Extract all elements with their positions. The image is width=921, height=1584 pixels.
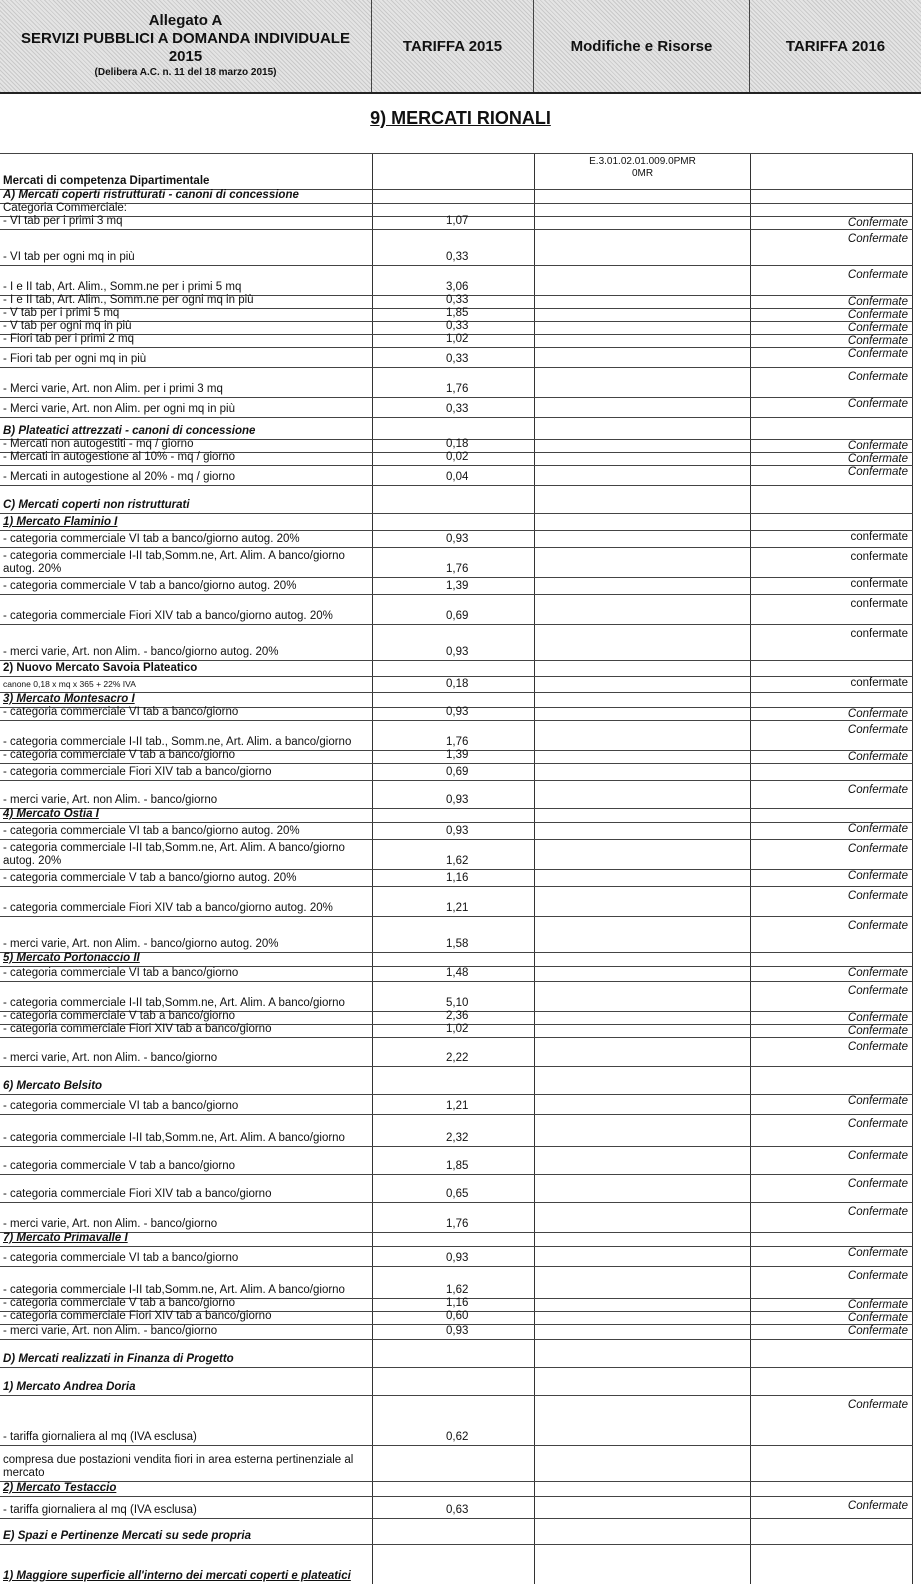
row-description: - Mercati in autogestione al 10% - mq / giorno <box>3 451 236 463</box>
row-description: - I e II tab, Art. Alim., Somm.ne per ogni mq in più <box>3 294 254 306</box>
row-description: - categoria commerciale Fiori XIV tab a banco/giorno <box>3 1023 272 1035</box>
row-description: - categoria commerciale VI tab a banco/giorno <box>3 1252 239 1264</box>
row-description: - categoria commerciale Fiori XIV tab a banco/giorno <box>3 1188 272 1200</box>
tariff-2016-note: Confermate <box>847 1312 908 1324</box>
tariff-2015-value: 1,02 <box>446 333 469 345</box>
tariff-2015-value: 0,04 <box>446 471 469 483</box>
row-description: - merci varie, Art. non Alim. - banco/giorno autog. 20% <box>3 938 279 950</box>
tariff-2015-value: 0,60 <box>446 1310 469 1322</box>
tariff-2016-note: Confermate <box>847 1150 908 1162</box>
table-row <box>0 229 913 265</box>
tariff-2016-note: Confermate <box>847 466 908 478</box>
table-row <box>0 763 913 780</box>
row-description: D) Mercati realizzati in Finanza di Progetto <box>3 1353 234 1365</box>
tariff-2015-value: 0,93 <box>446 794 469 806</box>
table-row <box>0 1174 913 1202</box>
row-description: - Mercati non autogestiti - mq / giorno <box>3 438 194 450</box>
tariff-2015-value: 1,16 <box>446 872 469 884</box>
table-row <box>0 624 913 660</box>
tariff-2015-value: 0,02 <box>446 451 469 463</box>
tariff-2016-note: confermate <box>850 578 908 590</box>
row-description: - categoria commerciale I-II tab., Somm.ne, Art. Alim. a banco/giorno <box>3 736 352 748</box>
column-header-modifiche: Modifiche e Risorse <box>534 0 750 92</box>
tariff-2015-value: 0,65 <box>446 1188 469 1200</box>
tariff-2016-note: confermate <box>850 628 908 640</box>
column-header-tariffa-2015: TARIFFA 2015 <box>372 0 534 92</box>
table-row <box>0 1232 913 1246</box>
table-row <box>0 1395 913 1445</box>
tariff-2015-value: 1,62 <box>446 1284 469 1296</box>
row-description: - categoria commerciale I-II tab,Somm.ne, Art. Alim. A banco/giorno <box>3 1132 345 1144</box>
tariff-2015-value: 0,33 <box>446 353 469 365</box>
row-description: - categoria commerciale VI tab a banco/giorno autog. 20% <box>3 825 300 837</box>
row-description: - categoria commerciale Fiori XIV tab a banco/giorno autog. 20% <box>3 610 333 622</box>
tariff-2016-note: Confermate <box>847 751 908 763</box>
row-description: - categoria commerciale I-II tab,Somm.ne, Art. Alim. A banco/giorno <box>3 1284 345 1296</box>
row-description: - merci varie, Art. non Alim. - banco/giorno <box>3 1218 218 1230</box>
tariff-2015-value: 1,85 <box>446 1160 469 1172</box>
row-description: - V tab per i primi 5 mq <box>3 307 120 319</box>
tariff-2016-note: Confermate <box>847 708 908 720</box>
budget-code: E.3.01.02.01.009.0PMR 0MR <box>589 156 696 179</box>
table-row <box>0 822 913 839</box>
tariff-2015-value: 0,93 <box>446 825 469 837</box>
tariff-2015-value: 1,48 <box>446 967 469 979</box>
row-description: - VI tab per ogni mq in più <box>3 251 135 263</box>
row-description: 7) Mercato Primavalle I <box>3 1232 128 1244</box>
row-description: - categoria commerciale VI tab a banco/giorno <box>3 706 239 718</box>
tariff-2015-value: 1,76 <box>446 736 469 748</box>
tariff-2015-value: 0,33 <box>446 320 469 332</box>
table-row <box>0 720 913 750</box>
tariff-2015-value: 0,33 <box>446 294 469 306</box>
table-row <box>0 952 913 966</box>
table-row <box>0 1445 913 1481</box>
tariff-2016-note: Confermate <box>847 870 908 882</box>
row-description: Categoria Commerciale: <box>3 202 127 214</box>
row-description: - categoria commerciale I-II tab,Somm.ne, Art. Alim. A banco/giorno <box>3 997 345 1009</box>
table-row <box>0 577 913 594</box>
table-row <box>0 594 913 624</box>
row-description: - merci varie, Art. non Alim. - banco/giorno <box>3 1325 218 1337</box>
row-description: - merci varie, Art. non Alim. - banco/giorno <box>3 1052 218 1064</box>
table-row <box>0 1202 913 1232</box>
row-description: - categoria commerciale VI tab a banco/giorno <box>3 1100 239 1112</box>
table-row <box>0 1024 913 1037</box>
table-row <box>0 981 913 1011</box>
table-row <box>0 265 913 295</box>
row-description: - Merci varie, Art. non Alim. per ogni mq in più <box>3 403 236 415</box>
table-row <box>0 397 913 417</box>
row-description: 4) Mercato Ostia I <box>3 808 99 820</box>
table-row <box>0 1481 913 1496</box>
tariff-2016-note: Confermate <box>847 1118 908 1130</box>
table-row <box>0 1094 913 1114</box>
tariff-2016-note: Confermate <box>847 724 908 736</box>
row-description: - Merci varie, Art. non Alim. per i primi 3 mq <box>3 383 223 395</box>
row-description: - categoria commerciale V tab a banco/giorno <box>3 1297 236 1309</box>
delibera-reference: (Delibera A.C. n. 11 del 18 marzo 2015) <box>94 67 277 78</box>
tariff-2015-value: 0,62 <box>446 1431 469 1443</box>
table-row <box>0 1066 913 1094</box>
tariff-2016-note: Confermate <box>847 920 908 932</box>
tariff-2016-note: confermate <box>850 598 908 610</box>
tariff-2016-note: Confermate <box>847 296 908 308</box>
table-row <box>0 1311 913 1324</box>
row-description: - Fiori tab per i primi 2 mq <box>3 333 135 345</box>
row-description: - I e II tab, Art. Alim., Somm.ne per i primi 5 mq <box>3 281 242 293</box>
table-row <box>0 660 913 676</box>
row-description: - Mercati in autogestione al 20% - mq / giorno <box>3 471 236 483</box>
row-description: - tariffa giornaliera al mq (IVA esclusa) <box>3 1504 197 1516</box>
allegato-label: Allegato A <box>148 12 223 29</box>
table-row <box>0 547 913 577</box>
table-row <box>0 839 913 869</box>
row-description: - categoria commerciale V tab a banco/giorno <box>3 749 236 761</box>
tariff-2016-note: Confermate <box>847 1500 908 1512</box>
row-description: - V tab per ogni mq in più <box>3 320 132 332</box>
table-row <box>0 485 913 513</box>
tariff-2016-note: Confermate <box>847 890 908 902</box>
row-description: - categoria commerciale VI tab a banco/giorno <box>3 967 239 979</box>
tariff-2015-value: 1,62 <box>446 855 469 867</box>
tariff-2015-value: 1,39 <box>446 749 469 761</box>
table-row <box>0 966 913 981</box>
row-description: 5) Mercato Portonaccio II <box>3 952 140 964</box>
tariff-2016-note: Confermate <box>847 843 908 855</box>
row-description: - categoria commerciale V tab a banco/giorno autog. 20% <box>3 872 297 884</box>
tariff-2016-note: Confermate <box>847 1178 908 1190</box>
tariff-2016-note: Confermate <box>847 1247 908 1259</box>
table-row <box>0 417 913 439</box>
row-description: - merci varie, Art. non Alim. - banco/giorno autog. 20% <box>3 646 279 658</box>
tariff-2016-note: Confermate <box>847 1041 908 1053</box>
row-description: - tariffa giornaliera al mq (IVA esclusa) <box>3 1431 197 1443</box>
row-description: 1) Maggiore superficie all'interno dei mercati coperti e plateatici <box>3 1570 351 1582</box>
tariff-2015-value: 1,21 <box>446 1100 469 1112</box>
section-title: 9) MERCATI RIONALI <box>370 108 551 128</box>
row-description: - categoria commerciale V tab a banco/giorno <box>3 1160 236 1172</box>
row-description: Mercati di competenza Dipartimentale <box>3 175 210 187</box>
tariff-2015-value: 1,58 <box>446 938 469 950</box>
tariff-2015-value: 0,93 <box>446 1325 469 1337</box>
row-description: 2) Mercato Testaccio <box>3 1482 117 1494</box>
table-row <box>0 347 913 367</box>
tariff-2016-note: Confermate <box>847 1325 908 1337</box>
table-row <box>0 334 913 347</box>
table-row <box>0 676 913 692</box>
services-title: SERVIZI PUBBLICI A DOMANDA INDIVIDUALE <box>21 30 350 47</box>
tariff-2015-value: 0,93 <box>446 646 469 658</box>
tariff-2016-note: Confermate <box>847 335 908 347</box>
tariff-2015-value: 0,33 <box>446 403 469 415</box>
tariff-2016-note: Confermate <box>847 1012 908 1024</box>
tariff-2016-note: Confermate <box>847 784 908 796</box>
column-header-tariffa-2016: TARIFFA 2016 <box>750 0 921 92</box>
tariff-2016-note: Confermate <box>847 440 908 452</box>
tariff-2016-note: Confermate <box>847 217 908 229</box>
row-description: - categoria commerciale Fiori XIV tab a banco/giorno <box>3 1310 272 1322</box>
row-description: - categoria commerciale V tab a banco/giorno <box>3 1010 236 1022</box>
tariff-2015-value: 0,33 <box>446 251 469 263</box>
table-row <box>0 1496 913 1518</box>
header-title-cell <box>0 0 372 92</box>
tariff-2015-value: 1,76 <box>446 383 469 395</box>
table-row <box>0 452 913 465</box>
row-description: - categoria commerciale V tab a banco/giorno autog. 20% <box>3 580 297 592</box>
tariff-2016-note: Confermate <box>847 322 908 334</box>
tariff-2015-value: 1,07 <box>446 215 469 227</box>
tariff-2016-note: Confermate <box>847 309 908 321</box>
table-header <box>0 0 921 94</box>
tariff-2015-value: 0,63 <box>446 1504 469 1516</box>
tariff-2016-note: Confermate <box>847 348 908 360</box>
table-row <box>0 153 913 189</box>
row-description: - categoria commerciale VI tab a banco/giorno autog. 20% <box>3 533 300 545</box>
row-description: 2) Nuovo Mercato Savoia Plateatico <box>3 662 198 674</box>
table-row <box>0 1544 913 1584</box>
tariff-2015-value: 1,39 <box>446 580 469 592</box>
table-row <box>0 1518 913 1544</box>
row-description: A) Mercati coperti ristrutturati - canoni di concessione <box>3 189 299 201</box>
row-description: canone 0,18 x mq x 365 + 22% IVA <box>3 679 136 689</box>
table-row <box>0 1114 913 1146</box>
row-description: 1) Mercato Flaminio I <box>3 516 118 528</box>
table-row <box>0 465 913 485</box>
tariff-2015-value: 1,16 <box>446 1297 469 1309</box>
row-description: 1) Mercato Andrea Doria <box>3 1381 136 1393</box>
table-row <box>0 808 913 822</box>
row-description: - categoria commerciale Fiori XIV tab a banco/giorno autog. 20% <box>3 902 333 914</box>
table-row <box>0 886 913 916</box>
tariff-2015-value: 0,93 <box>446 1252 469 1264</box>
tariff-2015-value: 0,18 <box>446 438 469 450</box>
table-row <box>0 189 913 203</box>
tariff-2016-note: Confermate <box>847 1206 908 1218</box>
tariff-2016-note: confermate <box>850 551 908 563</box>
table-row <box>0 780 913 808</box>
table-row <box>0 869 913 886</box>
table-row <box>0 1246 913 1266</box>
table-row <box>0 530 913 547</box>
tariff-2015-value: 0,93 <box>446 706 469 718</box>
tariff-2016-note: Confermate <box>847 967 908 979</box>
header-year: 2015 <box>168 48 203 65</box>
table-row <box>0 367 913 397</box>
tariff-2016-note: Confermate <box>847 1270 908 1282</box>
tariff-2016-note: Confermate <box>847 1399 908 1411</box>
table-row <box>0 1324 913 1339</box>
tariff-2016-note: confermate <box>850 677 908 689</box>
row-description: - categoria commerciale I-II tab,Somm.ne, Art. Alim. A banco/giorno autog. 20% <box>3 842 345 867</box>
tariff-2016-note: confermate <box>850 531 908 543</box>
tariff-2016-note: Confermate <box>847 269 908 281</box>
row-description: - VI tab per i primi 3 mq <box>3 215 123 227</box>
table-row <box>0 1339 913 1367</box>
row-description: B) Plateatici attrezzati - canoni di concessione <box>3 425 256 437</box>
tariff-2015-value: 1,02 <box>446 1023 469 1035</box>
table-row <box>0 707 913 720</box>
tariff-2015-value: 5,10 <box>446 997 469 1009</box>
row-description: - Fiori tab per ogni mq in più <box>3 353 147 365</box>
table-row <box>0 916 913 952</box>
table-row <box>0 750 913 763</box>
tariff-2015-value: 1,85 <box>446 307 469 319</box>
tariff-2015-value: 0,69 <box>446 610 469 622</box>
table-row <box>0 1037 913 1066</box>
row-description: C) Mercati coperti non ristrutturati <box>3 499 190 511</box>
tariff-2015-value: 1,21 <box>446 902 469 914</box>
row-description: compresa due postazioni vendita fiori in area esterna pertinenziale al mercato <box>3 1454 354 1479</box>
tariff-2016-note: Confermate <box>847 1095 908 1107</box>
tariff-2015-value: 1,76 <box>446 1218 469 1230</box>
tariff-2015-value: 0,93 <box>446 533 469 545</box>
tariff-2016-note: Confermate <box>847 1025 908 1037</box>
row-description: E) Spazi e Pertinenze Mercati su sede propria <box>3 1530 251 1542</box>
tariff-2015-value: 2,22 <box>446 1052 469 1064</box>
tariff-2015-value: 2,32 <box>446 1132 469 1144</box>
table-row <box>0 216 913 229</box>
tariff-2015-value: 0,18 <box>446 678 469 690</box>
tariff-2015-value: 3,06 <box>446 281 469 293</box>
tariff-2015-value: 2,36 <box>446 1010 469 1022</box>
tariff-2016-note: Confermate <box>847 985 908 997</box>
tariff-2016-note: Confermate <box>847 398 908 410</box>
row-description: - merci varie, Art. non Alim. - banco/giorno <box>3 794 218 806</box>
table-row <box>0 1367 913 1395</box>
tariff-2016-note: Confermate <box>847 453 908 465</box>
tariff-2016-note: Confermate <box>847 823 908 835</box>
table-row <box>0 513 913 530</box>
row-description: 6) Mercato Belsito <box>3 1080 103 1092</box>
row-description: - categoria commerciale I-II tab,Somm.ne, Art. Alim. A banco/giorno autog. 20% <box>3 550 345 575</box>
row-description: 3) Mercato Montesacro I <box>3 693 135 705</box>
tariff-2015-value: 0,69 <box>446 766 469 778</box>
tariff-2016-note: Confermate <box>847 233 908 245</box>
tariff-2016-note: Confermate <box>847 1299 908 1311</box>
tariff-2016-note: Confermate <box>847 371 908 383</box>
table-row <box>0 1266 913 1298</box>
table-row <box>0 1146 913 1174</box>
row-description: - categoria commerciale Fiori XIV tab a banco/giorno <box>3 766 272 778</box>
tariff-2015-value: 1,76 <box>446 563 469 575</box>
table-row <box>0 692 913 707</box>
